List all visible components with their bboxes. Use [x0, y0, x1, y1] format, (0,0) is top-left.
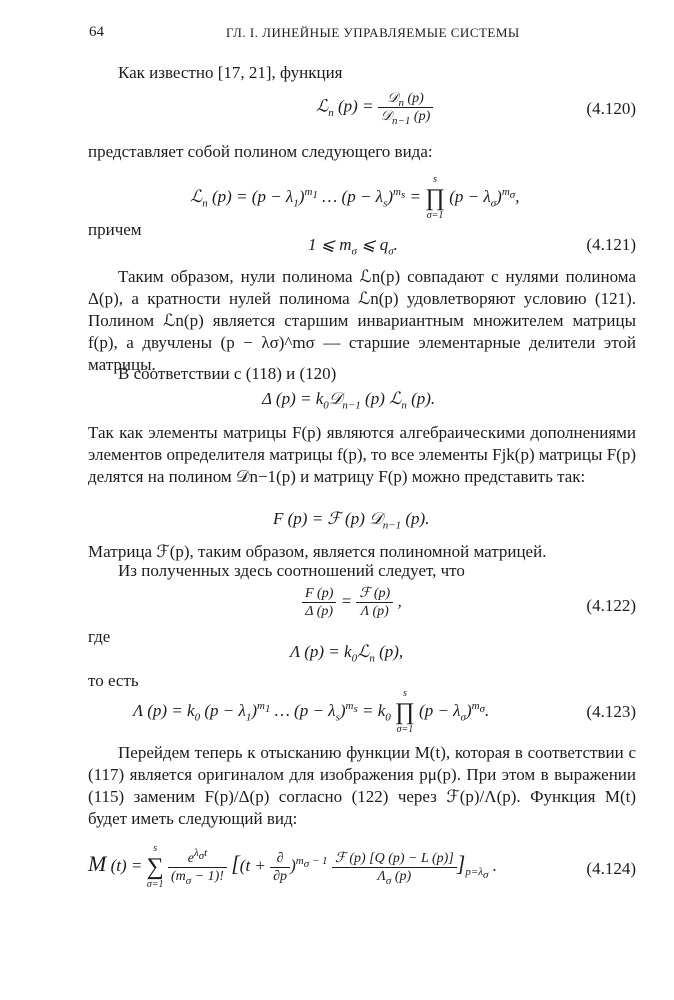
- paragraph-where: причем: [88, 220, 142, 239]
- equation-F: F (p) = ℱ (p) 𝒟$_{n-1}$ (p).: [273, 509, 430, 532]
- paragraph-function-M: Перейдем теперь к отысканию функции M(t), которая в соответствии с (117) является оригиналом для изображения pμ(p). При этом в выражении (115) заменим F(p)/Δ(p) согласно (122) через ℱ(p)/Λ(p). Функция M(t) будет иметь следующий вид:: [88, 743, 636, 828]
- paragraph-intro: Как известно [17, 21], функция: [118, 63, 343, 82]
- paragraph-follows: Из полученных здесь соотношений следует, что: [118, 561, 465, 580]
- equation-number-4-124: (4.124): [586, 859, 636, 878]
- running-title: ГЛ. I. ЛИНЕЙНЫЕ УПРАВЛЯЕМЫЕ СИСТЕМЫ: [226, 25, 520, 40]
- equation-4-121: 1 ⩽ $m_\sigma$ ⩽ $q_\sigma$.: [308, 235, 398, 258]
- paragraph-matrix: Матрица ℱ(p), таким образом, является полиномной матрицей.: [88, 542, 547, 561]
- equation-4-124: M (t) = s ∑ σ=1 $\frac{e^{\lambda_\sigma t}}{(m_\sigma - 1)!}$ [(t + $\frac{\partial}{\partial p}$ )$^{m_\sigma - 1}$ $\frac{\text{ℱ (p) [Q (p) − L (p)]}}{\Lambda_\sigma (p)}$ ]$_{p=\lambda_\sigma}$ .: [88, 843, 497, 890]
- paragraph-that-is: то есть: [88, 671, 139, 690]
- paragraph-elements: Так как элементы матрицы F(p) являются алгебраическими дополнениями элементов определителя матрицы f(p), то все элементы Fjk(p) матрицы F(p) делятся на полином 𝒟n−1(p) и матрицу F(p) можно представить так:: [88, 423, 636, 486]
- equation-number-4-121: (4.121): [586, 235, 636, 254]
- paragraph-zeros: Таким образом, нули полинома ℒn(p) совпадают с нулями полинома Δ(p), а кратности нулей полинома ℒn(p) удовлетворяют условию (121). Полином ℒn(p) является старшим инвариантным множителем матрицы f(p), а двучлены (p − λσ)^mσ — старшие элементарные делители этой матрицы.: [88, 267, 636, 374]
- page-number: 64: [89, 24, 104, 40]
- equation-number-4-120: (4.120): [586, 99, 636, 118]
- equation-product: ℒ$_n$ $(p) = (p - \lambda_1)^{m_1}$ … $(p - \lambda_s)^{m_s}$ = s ∏ σ=1 $(p - \lambda_\sigma)^{m_\sigma}$,: [190, 174, 520, 221]
- paragraph-accordance: В соответствии с (118) и (120): [118, 364, 337, 383]
- equation-4-122: $\frac{F (p)}{\Delta (p)}$ = $\frac{\text{ℱ (p)}}{\Lambda (p)}$ ,: [302, 585, 402, 620]
- equation-4-120: ℒ$_n$ (p) = $\frac{𝒟_n (p)}{𝒟_{n-1} (p)}$: [316, 90, 433, 125]
- equation-4-123: Λ $(p) = k_0$ $(p - \lambda_1)^{m_1}$ … $(p - \lambda_s)^{m_s} = k_0$ s ∏ σ=1 $(p - \lambda_\sigma)^{m_\sigma}$.: [133, 688, 490, 735]
- equation-delta: Δ $(p) = k_0𝒟_{n-1}$ (p) ℒ$_n$ (p).: [262, 389, 436, 412]
- paragraph-polynomial: представляет собой полином следующего вида:: [88, 142, 433, 161]
- equation-lambda: Λ $(p) = k_0ℒ_n$ (p),: [290, 642, 404, 665]
- equation-number-4-122: (4.122): [586, 596, 636, 615]
- equation-number-4-123: (4.123): [586, 702, 636, 721]
- paragraph-gde: где: [88, 627, 111, 646]
